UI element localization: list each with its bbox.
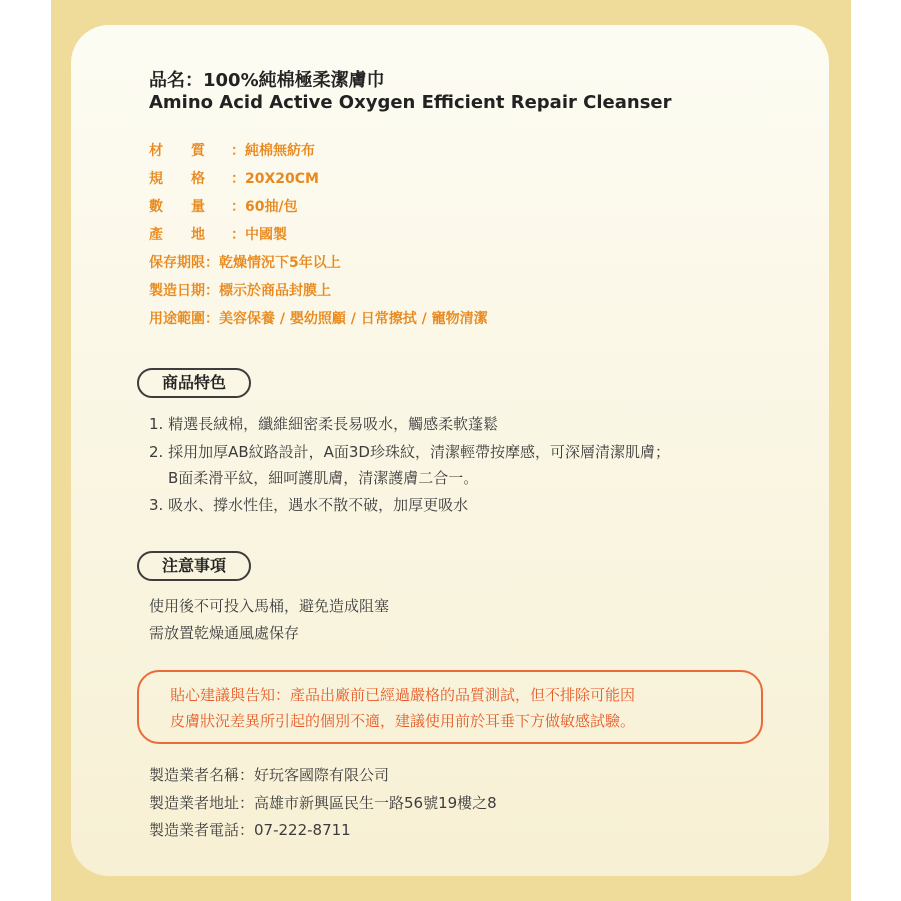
spec-label: 用途範圍 <box>149 311 205 327</box>
spec-label: 材 質 <box>149 143 205 159</box>
spec-label: 規 格 <box>149 171 205 187</box>
spec-value: 標示於商品封膜上 <box>219 283 331 299</box>
features-heading: 商品特色 <box>137 368 251 398</box>
feature-line-1: 1. 精選長絨棉，纖維細密柔長易吸水，觸感柔軟蓬鬆 <box>149 415 499 433</box>
spec-separator: ： <box>231 199 245 215</box>
spec-separator: ： <box>205 283 219 299</box>
feature-line-3: 3. 吸水、撐水性佳，遇水不散不破，加厚更吸水 <box>149 496 469 514</box>
spec-row-shelf-life <box>149 253 341 273</box>
spec-value: 純棉無紡布 <box>245 143 315 159</box>
spec-row-material <box>149 141 315 161</box>
spec-separator: ： <box>231 227 245 243</box>
spec-separator: ： <box>205 255 219 271</box>
spec-row-usage <box>149 309 488 329</box>
product-name-en: Amino Acid Active Oxygen Efficient Repair Cleanser <box>149 92 672 113</box>
spec-value: 乾燥情況下5年以上 <box>219 255 341 271</box>
spec-row-quantity <box>149 197 298 217</box>
spec-row-manufacture-date <box>149 281 331 301</box>
spec-separator: ： <box>231 171 245 187</box>
spec-value: 20X20CM <box>245 171 319 187</box>
caution-line-2: 需放置乾燥通風處保存 <box>149 624 300 642</box>
spec-value: 美容保養 / 嬰幼照顧 / 日常擦拭 / 寵物清潔 <box>219 311 488 327</box>
spec-value: 60抽/包 <box>245 199 298 215</box>
spec-label: 產 地 <box>149 227 205 243</box>
spec-label: 製造日期 <box>149 283 205 299</box>
spec-label: 數 量 <box>149 199 205 215</box>
manufacturer-name: 製造業者名稱：好玩客國際有限公司 <box>149 766 390 784</box>
spec-label: 保存期限 <box>149 255 205 271</box>
caution-line-1: 使用後不可投入馬桶，避免造成阻塞 <box>149 597 390 615</box>
cautions-heading: 注意事項 <box>137 551 251 581</box>
product-name-zh: 品名：100%純棉極柔潔膚巾 <box>149 70 385 91</box>
spec-value: 中國製 <box>245 227 287 243</box>
manufacturer-phone: 製造業者電話：07-222-8711 <box>149 821 351 839</box>
spec-separator: ： <box>205 311 219 327</box>
notice-line-2: 皮膚狀況差異所引起的個別不適，建議使用前於耳垂下方做敏感試驗。 <box>170 712 636 730</box>
spec-row-origin <box>149 225 287 245</box>
notice-box <box>137 670 763 744</box>
spec-row-size <box>149 169 319 189</box>
spec-separator: ： <box>231 143 245 159</box>
feature-line-2: 2. 採用加厚AB紋路設計，A面3D珍珠紋，清潔輕帶按摩感，可深層清潔肌膚； <box>149 443 670 461</box>
notice-line-1: 貼心建議與告知：產品出廠前已經過嚴格的品質測試，但不排除可能因 <box>170 686 636 704</box>
feature-line-2-continued: B面柔滑平紋，細呵護肌膚，清潔護膚二合一。 <box>168 469 479 487</box>
manufacturer-address: 製造業者地址：高雄市新興區民生一路56號19樓之8 <box>149 794 497 812</box>
